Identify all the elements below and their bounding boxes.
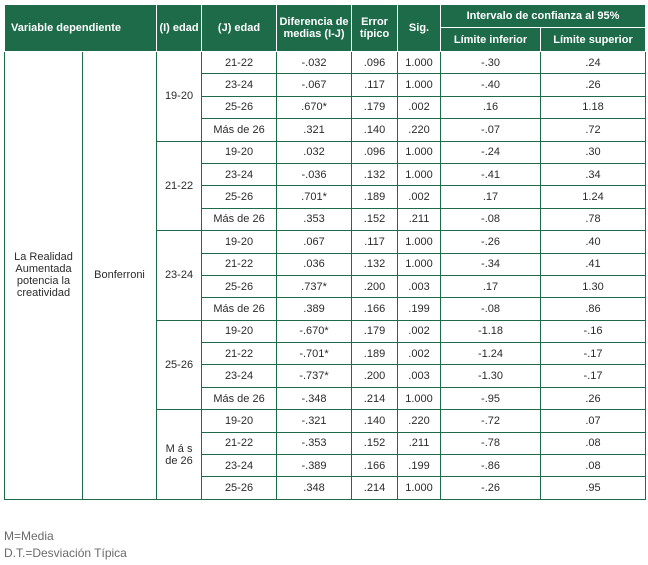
table-row	[5, 52, 646, 74]
standard-error-cell: .200	[352, 275, 398, 297]
lower-limit-cell: .17	[441, 275, 541, 297]
i-age-group-cell: 21-22	[157, 141, 202, 231]
j-age-cell: Más de 26	[202, 387, 277, 409]
mean-difference-cell: .737*	[277, 275, 352, 297]
upper-limit-cell: .40	[541, 231, 646, 253]
mean-difference-cell: -.348	[277, 387, 352, 409]
j-age-cell: 21-22	[202, 253, 277, 275]
lower-limit-cell: -.40	[441, 74, 541, 96]
header-confidence-interval: Intervalo de confianza al 95%	[441, 5, 646, 28]
upper-limit-cell: .08	[541, 455, 646, 477]
mean-difference-cell: .353	[277, 208, 352, 230]
significance-cell: .220	[398, 119, 441, 141]
comparisons-table	[4, 4, 646, 500]
table-body	[5, 52, 646, 500]
j-age-cell: Más de 26	[202, 298, 277, 320]
significance-cell: .211	[398, 432, 441, 454]
significance-cell: 1.000	[398, 52, 441, 74]
lower-limit-cell: .16	[441, 96, 541, 118]
header-standard-error: Error típico	[352, 5, 398, 52]
mean-difference-cell: .670*	[277, 96, 352, 118]
j-age-cell: 21-22	[202, 432, 277, 454]
significance-cell: .002	[398, 96, 441, 118]
lower-limit-cell: -.26	[441, 477, 541, 499]
standard-error-cell: .132	[352, 163, 398, 185]
standard-error-cell: .096	[352, 141, 398, 163]
mean-difference-cell: .032	[277, 141, 352, 163]
header-j-edad: (J) edad	[202, 5, 277, 52]
significance-cell: 1.000	[398, 141, 441, 163]
j-age-cell: 23-24	[202, 455, 277, 477]
mean-difference-cell: .389	[277, 298, 352, 320]
significance-cell: .002	[398, 343, 441, 365]
standard-error-cell: .117	[352, 231, 398, 253]
significance-cell: .002	[398, 186, 441, 208]
standard-error-cell: .117	[352, 74, 398, 96]
header-significance: Sig.	[398, 5, 441, 52]
lower-limit-cell: -.34	[441, 253, 541, 275]
lower-limit-cell: -.30	[441, 52, 541, 74]
upper-limit-cell: .86	[541, 298, 646, 320]
standard-error-cell: .152	[352, 432, 398, 454]
significance-cell: .220	[398, 410, 441, 432]
i-age-group-cell: 19-20	[157, 52, 202, 142]
upper-limit-cell: .26	[541, 387, 646, 409]
standard-error-cell: .189	[352, 186, 398, 208]
significance-cell: 1.000	[398, 231, 441, 253]
lower-limit-cell: -.08	[441, 298, 541, 320]
upper-limit-cell: -.17	[541, 365, 646, 387]
standard-error-cell: .166	[352, 455, 398, 477]
lower-limit-cell: -.86	[441, 455, 541, 477]
standard-error-cell: .140	[352, 119, 398, 141]
upper-limit-cell: 1.30	[541, 275, 646, 297]
mean-difference-cell: -.032	[277, 52, 352, 74]
method-cell: Bonferroni	[83, 52, 157, 500]
lower-limit-cell: .17	[441, 186, 541, 208]
note-line: D.T.=Desviación Típica	[4, 546, 127, 560]
standard-error-cell: .132	[352, 253, 398, 275]
standard-error-cell: .214	[352, 477, 398, 499]
mean-difference-cell: -.353	[277, 432, 352, 454]
j-age-cell: 19-20	[202, 141, 277, 163]
j-age-cell: 23-24	[202, 74, 277, 96]
standard-error-cell: .179	[352, 320, 398, 342]
significance-cell: 1.000	[398, 477, 441, 499]
note-line: M=Media	[4, 529, 54, 543]
j-age-cell: 19-20	[202, 320, 277, 342]
j-age-cell: Más de 26	[202, 119, 277, 141]
mean-difference-cell: -.036	[277, 163, 352, 185]
upper-limit-cell: -.17	[541, 343, 646, 365]
table-notes	[4, 528, 127, 562]
significance-cell: .003	[398, 365, 441, 387]
header-lower-limit: Límite inferior	[441, 28, 541, 52]
lower-limit-cell: -.41	[441, 163, 541, 185]
mean-difference-cell: -.701*	[277, 343, 352, 365]
mean-difference-cell: .067	[277, 231, 352, 253]
j-age-cell: 23-24	[202, 163, 277, 185]
lower-limit-cell: -.24	[441, 141, 541, 163]
lower-limit-cell: -1.18	[441, 320, 541, 342]
header-variable: Variable dependiente	[5, 5, 157, 52]
mean-difference-cell: .321	[277, 119, 352, 141]
standard-error-cell: .179	[352, 96, 398, 118]
upper-limit-cell: .34	[541, 163, 646, 185]
significance-cell: 1.000	[398, 163, 441, 185]
significance-cell: 1.000	[398, 74, 441, 96]
dependent-variable-cell: La Realidad Aumentada potencia la creatividad	[5, 52, 83, 500]
lower-limit-cell: -.95	[441, 387, 541, 409]
upper-limit-cell: 1.18	[541, 96, 646, 118]
j-age-cell: Más de 26	[202, 208, 277, 230]
lower-limit-cell: -.72	[441, 410, 541, 432]
standard-error-cell: .140	[352, 410, 398, 432]
upper-limit-cell: .26	[541, 74, 646, 96]
mean-difference-cell: -.389	[277, 455, 352, 477]
j-age-cell: 25-26	[202, 275, 277, 297]
lower-limit-cell: -.07	[441, 119, 541, 141]
lower-limit-cell: -.78	[441, 432, 541, 454]
upper-limit-cell: .30	[541, 141, 646, 163]
significance-cell: 1.000	[398, 253, 441, 275]
lower-limit-cell: -1.24	[441, 343, 541, 365]
standard-error-cell: .214	[352, 387, 398, 409]
upper-limit-cell: .07	[541, 410, 646, 432]
standard-error-cell: .200	[352, 365, 398, 387]
upper-limit-cell: .72	[541, 119, 646, 141]
standard-error-cell: .166	[352, 298, 398, 320]
upper-limit-cell: .41	[541, 253, 646, 275]
mean-difference-cell: -.067	[277, 74, 352, 96]
j-age-cell: 25-26	[202, 477, 277, 499]
upper-limit-cell: -.16	[541, 320, 646, 342]
upper-limit-cell: .95	[541, 477, 646, 499]
j-age-cell: 25-26	[202, 96, 277, 118]
lower-limit-cell: -.26	[441, 231, 541, 253]
j-age-cell: 23-24	[202, 365, 277, 387]
upper-limit-cell: .08	[541, 432, 646, 454]
mean-difference-cell: .348	[277, 477, 352, 499]
standard-error-cell: .152	[352, 208, 398, 230]
i-age-group-cell: 25-26	[157, 320, 202, 410]
mean-difference-cell: -.321	[277, 410, 352, 432]
header-mean-difference: Diferencia de medias (I-J)	[277, 5, 352, 52]
significance-cell: .003	[398, 275, 441, 297]
j-age-cell: 25-26	[202, 186, 277, 208]
header-upper-limit: Límite superior	[541, 28, 646, 52]
upper-limit-cell: .78	[541, 208, 646, 230]
header-i-edad: (I) edad	[157, 5, 202, 52]
mean-difference-cell: .701*	[277, 186, 352, 208]
i-age-group-cell: 23-24	[157, 231, 202, 321]
lower-limit-cell: -1.30	[441, 365, 541, 387]
significance-cell: .199	[398, 298, 441, 320]
mean-difference-cell: -.670*	[277, 320, 352, 342]
j-age-cell: 21-22	[202, 343, 277, 365]
significance-cell: 1.000	[398, 387, 441, 409]
standard-error-cell: .189	[352, 343, 398, 365]
mean-difference-cell: .036	[277, 253, 352, 275]
significance-cell: .211	[398, 208, 441, 230]
j-age-cell: 19-20	[202, 410, 277, 432]
upper-limit-cell: 1.24	[541, 186, 646, 208]
significance-cell: .199	[398, 455, 441, 477]
j-age-cell: 21-22	[202, 52, 277, 74]
lower-limit-cell: -.08	[441, 208, 541, 230]
significance-cell: .002	[398, 320, 441, 342]
i-age-group-cell: M á s de 26	[157, 410, 202, 500]
mean-difference-cell: -.737*	[277, 365, 352, 387]
upper-limit-cell: .24	[541, 52, 646, 74]
standard-error-cell: .096	[352, 52, 398, 74]
j-age-cell: 19-20	[202, 231, 277, 253]
